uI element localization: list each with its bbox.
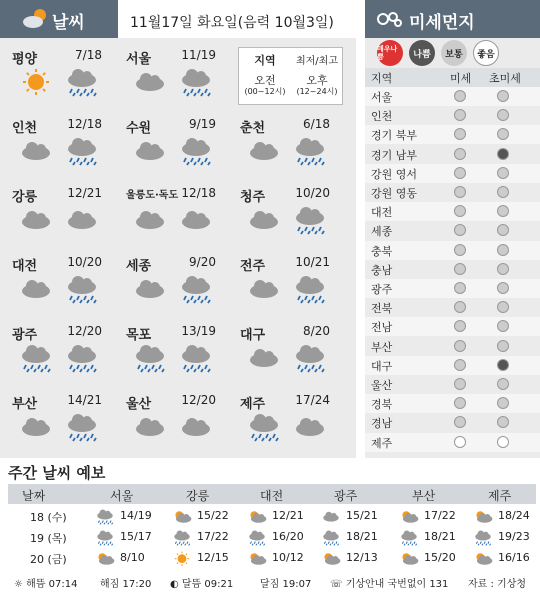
city-name: 제주 <box>240 397 266 412</box>
weekly-col-header: 부산 <box>412 489 436 503</box>
city-cell <box>122 251 222 307</box>
dust-row <box>365 241 540 260</box>
pm25-dot <box>497 436 509 448</box>
city-cell <box>122 389 222 445</box>
city-name: 수원 <box>126 121 152 136</box>
rain-icon <box>176 137 216 171</box>
rain-icon <box>176 344 216 378</box>
dust-row <box>365 260 540 279</box>
weekly-date: 20 (금) <box>30 553 67 566</box>
weekly-row <box>8 527 536 547</box>
city-temp: 8/20 <box>303 324 330 338</box>
dust-region: 충북 <box>371 244 393 258</box>
weekly-temp: 19/23 <box>498 530 530 543</box>
dust-row <box>365 202 540 221</box>
weekly-temp: 14/19 <box>120 509 152 522</box>
dust-row <box>365 337 540 356</box>
dust-header <box>365 0 540 38</box>
moonrise-text: 달뜸 09:21 <box>181 579 234 590</box>
dust-region: 충남 <box>371 263 393 277</box>
cloud-icon <box>290 413 330 447</box>
date-label: 11월17일 화요일(음력 10월3일) <box>130 15 334 31</box>
cloud-icon <box>176 206 216 240</box>
dust-region: 서울 <box>371 91 393 104</box>
pm10-dot <box>454 205 466 217</box>
dust-region: 세종 <box>371 225 393 239</box>
weekly-title: 주간 날씨 예보 <box>8 464 106 482</box>
city-temp: 9/20 <box>189 255 216 269</box>
city-cell <box>236 389 336 445</box>
pm10-dot <box>454 416 466 428</box>
city-name: 인천 <box>12 121 38 136</box>
city-cell <box>122 113 222 169</box>
city-name: 목포 <box>126 328 152 343</box>
dust-region: 강원 영동 <box>371 187 418 200</box>
city-cell <box>8 389 108 445</box>
cloud-icon <box>130 413 170 447</box>
pm10-dot <box>454 359 466 371</box>
pm10-dot <box>454 340 466 352</box>
cloud-icon <box>16 206 56 240</box>
pm25-dot <box>497 301 509 313</box>
moonset: 달짐 19:07 <box>260 579 312 590</box>
city-cell <box>122 320 222 376</box>
city-temp: 17/24 <box>295 393 330 407</box>
dust-region: 전북 <box>371 302 393 316</box>
pm10-dot <box>454 186 466 198</box>
pm10-dot <box>454 128 466 140</box>
dust-row <box>365 221 540 240</box>
city-cell <box>236 182 336 238</box>
dust-row <box>365 413 540 432</box>
rain-icon <box>290 206 330 240</box>
city-name: 서울 <box>126 52 152 67</box>
dust-col-region: 지역 <box>371 72 393 85</box>
dust-region: 울산 <box>371 379 393 392</box>
pm25-dot <box>497 397 509 409</box>
source: 자료 : 기상청 <box>468 579 527 590</box>
rain-icon <box>62 68 102 102</box>
weekly-row <box>8 506 536 526</box>
pm10-dot <box>454 90 466 102</box>
weekly-temp: 15/22 <box>197 509 229 522</box>
city-temp: 12/21 <box>67 186 102 200</box>
dust-row <box>365 183 540 202</box>
dust-region: 경기 남부 <box>371 148 418 162</box>
pm25-dot <box>497 148 509 160</box>
good-legend: 좋음 <box>473 40 499 66</box>
city-cell <box>122 182 222 238</box>
city-name: 강릉 <box>12 190 38 205</box>
city-cell <box>8 113 108 169</box>
rain-icon <box>176 68 216 102</box>
pm25-dot <box>497 359 509 371</box>
dust-row <box>365 375 540 394</box>
weekly-col-header: 광주 <box>334 489 358 503</box>
legend-region: 지역 <box>254 54 276 67</box>
city-name: 전주 <box>240 259 266 274</box>
legend-box <box>238 47 343 105</box>
pm25-dot <box>497 224 509 236</box>
weekly-date: 19 (목) <box>30 532 67 545</box>
dust-row <box>365 164 540 183</box>
weekly-temp: 18/21 <box>424 530 456 543</box>
pm25-dot <box>497 90 509 102</box>
pm25-dot <box>497 167 509 179</box>
weather-header <box>0 0 118 38</box>
weekly-col-header: 대전 <box>260 489 284 503</box>
weekly-temp: 12/21 <box>272 509 304 522</box>
pm25-dot <box>497 128 509 140</box>
sunrise-text: 해뜸 07:14 <box>26 579 78 590</box>
pm10-dot <box>454 244 466 256</box>
city-cell <box>236 113 336 169</box>
rain-icon <box>16 344 56 378</box>
weekly-temp: 15/21 <box>346 509 378 522</box>
dust-region: 광주 <box>371 283 393 296</box>
dust-header-row <box>365 68 540 87</box>
city-name: 부산 <box>12 397 38 412</box>
weekly-header <box>8 484 536 504</box>
normal-legend: 보통 <box>441 40 467 66</box>
weekly-temp: 16/20 <box>272 530 304 543</box>
pm25-dot <box>497 109 509 121</box>
dust-region: 대전 <box>371 206 393 220</box>
pm10-dot <box>454 224 466 236</box>
legend-am-time: (00~12시) <box>244 87 286 96</box>
rain-icon <box>62 413 102 447</box>
pm10-dot <box>454 436 466 448</box>
city-temp: 13/19 <box>181 324 216 338</box>
city-temp: 6/18 <box>303 117 330 131</box>
dust-region: 전남 <box>371 321 393 335</box>
city-name: 청주 <box>240 190 266 205</box>
dust-row <box>365 356 540 375</box>
pm25-dot <box>497 340 509 352</box>
dust-col-pm25: 초미세 <box>489 72 521 85</box>
city-name: 울릉도·독도 <box>126 190 179 201</box>
dust-row <box>365 394 540 413</box>
weekly-temp: 15/20 <box>424 551 456 564</box>
dust-row <box>365 87 540 106</box>
pm25-dot <box>497 320 509 332</box>
pm10-dot <box>454 167 466 179</box>
sunset: 해짐 17:20 <box>100 579 152 590</box>
pm25-dot <box>497 282 509 294</box>
dust-row <box>365 298 540 317</box>
rain-icon <box>62 137 102 171</box>
city-temp: 11/19 <box>181 48 216 62</box>
weekly-temp: 17/22 <box>424 509 456 522</box>
cloud-icon <box>130 137 170 171</box>
pm10-dot <box>454 378 466 390</box>
weekly-col-header: 서울 <box>110 489 134 503</box>
cloud-icon <box>176 413 216 447</box>
bad-legend: 나쁨 <box>409 40 435 66</box>
moonrise: ◐ 달뜸 09:21 <box>170 579 234 590</box>
pm25-dot <box>497 263 509 275</box>
city-temp: 12/20 <box>181 393 216 407</box>
cloud-icon <box>244 344 284 378</box>
weekly-temp: 15/17 <box>120 530 152 543</box>
pm25-dot <box>497 205 509 217</box>
hotline-text: 기상안내 국번없이 131 <box>345 579 449 590</box>
city-cell <box>8 182 108 238</box>
cloud-icon <box>130 206 170 240</box>
cloud-icon <box>244 137 284 171</box>
sun-icon <box>16 68 56 102</box>
weekly-temp: 10/12 <box>272 551 304 564</box>
sun-cloud-icon <box>22 6 50 30</box>
dust-row <box>365 106 540 125</box>
city-name: 대구 <box>240 328 266 343</box>
weather-title: 날씨 <box>52 13 85 33</box>
footer <box>0 570 540 592</box>
city-name: 춘천 <box>240 121 266 136</box>
dust-row <box>365 279 540 298</box>
rain-icon <box>290 344 330 378</box>
cloud-icon <box>62 206 102 240</box>
legend-range: 최저/최고 <box>295 56 338 67</box>
dust-region: 경기 북부 <box>371 129 418 143</box>
rain-icon <box>290 275 330 309</box>
weekly-row <box>8 548 536 568</box>
hotline: ☏ 기상안내 국번없이 131 <box>330 579 449 590</box>
pm10-dot <box>454 301 466 313</box>
cloud-icon <box>16 275 56 309</box>
cloud-icon <box>130 275 170 309</box>
rain-icon <box>176 275 216 309</box>
weekly-col-header: 강릉 <box>186 489 210 503</box>
pm10-dot <box>454 282 466 294</box>
weekly-temp: 8/10 <box>120 551 145 564</box>
rain-icon <box>290 137 330 171</box>
weekly-temp: 18/24 <box>498 509 530 522</box>
weekly-temp: 17/22 <box>197 530 229 543</box>
cloud-icon <box>244 275 284 309</box>
very-bad-legend: 매우나쁨 <box>377 40 403 66</box>
city-name: 광주 <box>12 328 38 343</box>
weekly-date: 18 (수) <box>30 511 67 524</box>
city-temp: 12/20 <box>67 324 102 338</box>
pm25-dot <box>497 378 509 390</box>
city-temp: 10/20 <box>295 186 330 200</box>
city-temp: 7/18 <box>75 48 102 62</box>
dust-title: 미세먼지 <box>409 13 475 33</box>
weekly-col-header: 제주 <box>488 489 512 503</box>
rain-icon <box>130 344 170 378</box>
weekly-temp: 18/21 <box>346 530 378 543</box>
dust-region: 제주 <box>371 436 393 450</box>
dust-col-pm10: 미세 <box>450 72 472 85</box>
cloud-icon <box>244 206 284 240</box>
city-temp: 10/21 <box>295 255 330 269</box>
legend-pm: 오후 <box>306 74 328 87</box>
city-cell <box>236 320 336 376</box>
rain-icon <box>244 413 284 447</box>
dust-region: 강원 영서 <box>371 167 418 181</box>
rain-icon <box>62 344 102 378</box>
city-temp: 9/19 <box>189 117 216 131</box>
city-cell <box>8 320 108 376</box>
dust-region: 경북 <box>371 398 393 412</box>
city-name: 대전 <box>12 259 38 274</box>
city-cell <box>8 251 108 307</box>
weekly-temp: 16/16 <box>498 551 530 564</box>
city-temp: 14/21 <box>67 393 102 407</box>
rain-icon <box>62 275 102 309</box>
dust-region: 부산 <box>371 340 393 354</box>
dust-row <box>365 145 540 164</box>
pm10-dot <box>454 397 466 409</box>
city-temp: 12/18 <box>67 117 102 131</box>
city-temp: 12/18 <box>181 186 216 200</box>
pm25-dot <box>497 244 509 256</box>
city-cell <box>8 44 108 100</box>
dust-region: 대구 <box>371 359 393 373</box>
sunrise: ☼ 해뜸 07:14 <box>14 579 78 590</box>
pm10-dot <box>454 320 466 332</box>
pm10-dot <box>454 148 466 160</box>
city-cell <box>122 44 222 100</box>
weekly-col-header: 날짜 <box>22 489 46 503</box>
weekly-temp: 12/13 <box>346 551 378 564</box>
dust-icon <box>377 10 403 28</box>
city-name: 울산 <box>126 397 152 412</box>
dust-region: 인천 <box>371 110 393 124</box>
dust-row <box>365 125 540 144</box>
dust-panel <box>365 38 540 458</box>
city-temp: 10/20 <box>67 255 102 269</box>
pm25-dot <box>497 416 509 428</box>
cloud-icon <box>130 68 170 102</box>
dust-row <box>365 317 540 336</box>
dust-region: 경남 <box>371 417 393 431</box>
pm10-dot <box>454 109 466 121</box>
legend-pm-time: (12~24시) <box>296 87 338 96</box>
cloud-icon <box>16 137 56 171</box>
city-name: 세종 <box>126 259 152 274</box>
city-name: 평양 <box>12 52 38 67</box>
cloud-icon <box>16 413 56 447</box>
dust-row <box>365 433 540 452</box>
pm10-dot <box>454 263 466 275</box>
pm25-dot <box>497 186 509 198</box>
city-cell <box>236 251 336 307</box>
legend-am: 오전 <box>254 74 276 87</box>
weekly-temp: 12/15 <box>197 551 229 564</box>
